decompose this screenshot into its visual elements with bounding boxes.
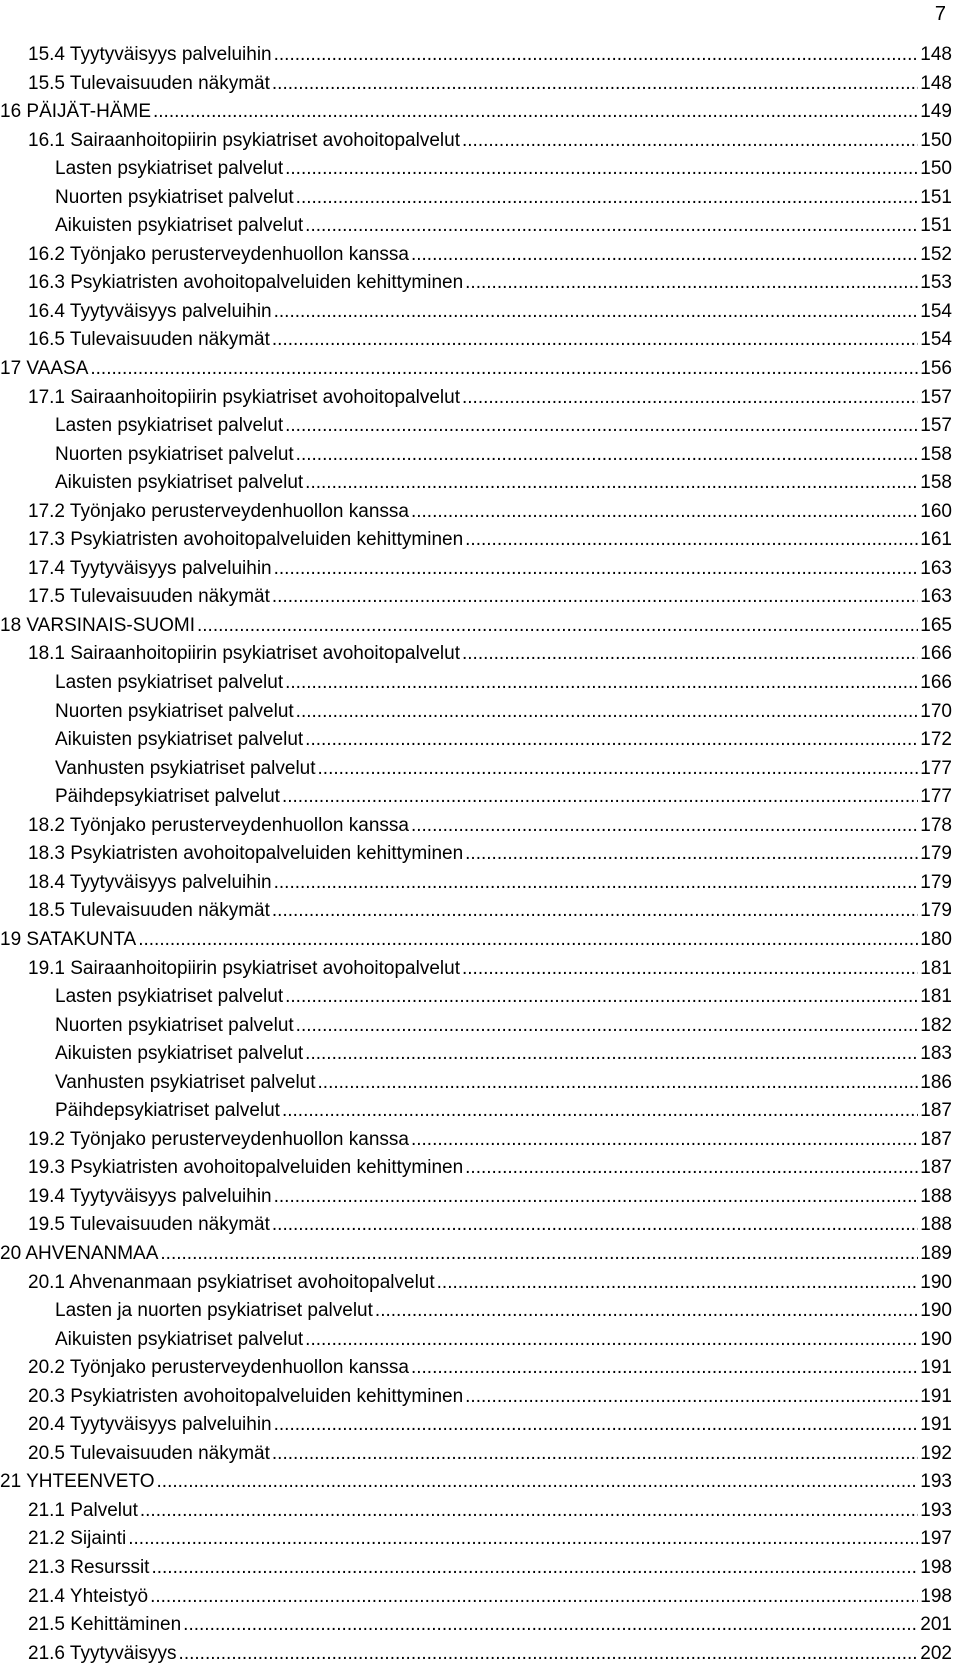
toc-entry-page: 193 bbox=[920, 1499, 952, 1521]
toc-entry[interactable] bbox=[0, 1012, 952, 1041]
toc-entry-page: 187 bbox=[920, 1157, 952, 1179]
toc-entry[interactable] bbox=[0, 1040, 952, 1069]
toc-entry[interactable] bbox=[0, 269, 952, 298]
toc-entry[interactable] bbox=[0, 1468, 952, 1497]
toc-entry-title: Vanhusten psykiatriset palvelut bbox=[55, 757, 316, 779]
toc-entry-page: 153 bbox=[920, 272, 952, 294]
toc-entry[interactable] bbox=[0, 1611, 952, 1640]
toc-entry-title: 17.3 Psykiatristen avohoitopalveluiden kehittyminen bbox=[28, 529, 464, 551]
toc-entry-page: 179 bbox=[920, 843, 952, 865]
toc-entry-title: Lasten psykiatriset palvelut bbox=[55, 672, 284, 694]
toc-entry-title: 18.2 Työnjako perusterveydenhuollon kanssa bbox=[28, 814, 409, 836]
toc-entry[interactable] bbox=[0, 726, 952, 755]
toc-entry[interactable] bbox=[0, 1583, 952, 1612]
toc-entry-page: 188 bbox=[920, 1214, 952, 1236]
toc-entry[interactable] bbox=[0, 1640, 952, 1669]
dot-leader bbox=[462, 640, 918, 669]
dot-leader bbox=[90, 355, 918, 384]
toc-entry-title: 19.1 Sairaanhoitopiirin psykiatriset avohoitopalvelut bbox=[28, 957, 460, 979]
dot-leader bbox=[285, 983, 918, 1012]
toc-entry-page: 181 bbox=[920, 957, 952, 979]
toc-entry-title: Lasten ja nuorten psykiatriset palvelut bbox=[55, 1300, 373, 1322]
dot-leader bbox=[274, 869, 919, 898]
toc-entry-page: 202 bbox=[920, 1642, 952, 1664]
toc-entry[interactable] bbox=[0, 412, 952, 441]
toc-entry-page: 201 bbox=[920, 1614, 952, 1636]
toc-entry-title: Vanhusten psykiatriset palvelut bbox=[55, 1071, 316, 1093]
toc-entry-page: 156 bbox=[920, 358, 952, 380]
toc-entry[interactable] bbox=[0, 526, 952, 555]
toc-entry-page: 160 bbox=[920, 500, 952, 522]
toc-entry-page: 148 bbox=[920, 72, 952, 94]
dot-leader bbox=[272, 1440, 918, 1469]
toc-entry-page: 198 bbox=[920, 1585, 952, 1607]
toc-entry-page: 154 bbox=[920, 329, 952, 351]
toc-entry[interactable] bbox=[0, 1440, 952, 1469]
dot-leader bbox=[285, 669, 918, 698]
toc-entry-page: 152 bbox=[920, 243, 952, 265]
dot-leader bbox=[305, 212, 918, 241]
toc-entry-page: 182 bbox=[920, 1014, 952, 1036]
toc-entry-title: Päihdepsykiatriset palvelut bbox=[55, 1100, 280, 1122]
toc-entry-page: 157 bbox=[920, 386, 952, 408]
toc-entry-page: 170 bbox=[920, 700, 952, 722]
dot-leader bbox=[274, 1183, 919, 1212]
toc-entry[interactable] bbox=[0, 1354, 952, 1383]
dot-leader bbox=[282, 783, 918, 812]
toc-entry-title: 17 VAASA bbox=[0, 358, 89, 380]
toc-entry-page: 163 bbox=[920, 586, 952, 608]
toc-entry-title: Lasten psykiatriset palvelut bbox=[55, 415, 284, 437]
toc-entry-page: 186 bbox=[920, 1071, 952, 1093]
toc-entry[interactable] bbox=[0, 1069, 952, 1098]
toc-entry[interactable] bbox=[0, 241, 952, 270]
toc-entry-page: 154 bbox=[920, 300, 952, 322]
toc-entry[interactable] bbox=[0, 70, 952, 99]
dot-leader bbox=[411, 498, 918, 527]
toc-entry[interactable] bbox=[0, 812, 952, 841]
toc-entry[interactable] bbox=[0, 840, 952, 869]
dot-leader bbox=[462, 127, 918, 156]
dot-leader bbox=[272, 897, 918, 926]
toc-entry-title: 19 SATAKUNTA bbox=[0, 928, 137, 950]
toc-entry-page: 158 bbox=[920, 472, 952, 494]
toc-entry-title: 17.5 Tulevaisuuden näkymät bbox=[28, 586, 270, 608]
toc-entry-page: 150 bbox=[920, 129, 952, 151]
toc-entry-title: 20.3 Psykiatristen avohoitopalveluiden kehittyminen bbox=[28, 1385, 464, 1407]
toc-entry[interactable] bbox=[0, 298, 952, 327]
dot-leader bbox=[296, 441, 919, 470]
toc-entry[interactable] bbox=[0, 926, 952, 955]
toc-entry-title: 21.6 Tyytyväisyys bbox=[28, 1642, 177, 1664]
toc-entry-page: 187 bbox=[920, 1100, 952, 1122]
toc-entry-title: Nuorten psykiatriset palvelut bbox=[55, 186, 294, 208]
toc-entry-title: 20 AHVENANMAA bbox=[0, 1242, 159, 1264]
dot-leader bbox=[318, 755, 919, 784]
toc-entry[interactable] bbox=[0, 184, 952, 213]
dot-leader bbox=[305, 1326, 918, 1355]
toc-entry[interactable] bbox=[0, 897, 952, 926]
dot-leader bbox=[437, 1269, 919, 1298]
toc-entry-page: 149 bbox=[920, 101, 952, 123]
toc-entry[interactable] bbox=[0, 1097, 952, 1126]
toc-entry[interactable] bbox=[0, 1326, 952, 1355]
dot-leader bbox=[285, 412, 918, 441]
toc-entry-title: 21.3 Resurssit bbox=[28, 1556, 150, 1578]
toc-entry-title: 21.2 Sijainti bbox=[28, 1528, 127, 1550]
dot-leader bbox=[375, 1297, 918, 1326]
toc-entry[interactable] bbox=[0, 755, 952, 784]
toc-entry-page: 177 bbox=[920, 757, 952, 779]
dot-leader bbox=[274, 41, 919, 70]
toc-entry-title: 17.1 Sairaanhoitopiirin psykiatriset avohoitopalvelut bbox=[28, 386, 460, 408]
toc-entry-title: Aikuisten psykiatriset palvelut bbox=[55, 215, 304, 237]
toc-entry-page: 191 bbox=[920, 1385, 952, 1407]
dot-leader bbox=[153, 98, 918, 127]
toc-entry[interactable] bbox=[0, 669, 952, 698]
toc-entry-title: Nuorten psykiatriset palvelut bbox=[55, 443, 294, 465]
toc-entry-title: 20.5 Tulevaisuuden näkymät bbox=[28, 1442, 270, 1464]
toc-entry-page: 158 bbox=[920, 443, 952, 465]
dot-leader bbox=[305, 1040, 918, 1069]
toc-entry-page: 177 bbox=[920, 786, 952, 808]
toc-entry-page: 190 bbox=[920, 1328, 952, 1350]
dot-leader bbox=[465, 1383, 918, 1412]
toc-entry-title: Nuorten psykiatriset palvelut bbox=[55, 700, 294, 722]
toc-entry[interactable] bbox=[0, 1240, 952, 1269]
toc-entry-title: Nuorten psykiatriset palvelut bbox=[55, 1014, 294, 1036]
toc-entry-title: Päihdepsykiatriset palvelut bbox=[55, 786, 280, 808]
dot-leader bbox=[462, 384, 918, 413]
toc-entry[interactable] bbox=[0, 583, 952, 612]
dot-leader bbox=[272, 70, 918, 99]
toc-entry-page: 150 bbox=[920, 158, 952, 180]
dot-leader bbox=[465, 840, 918, 869]
dot-leader bbox=[138, 926, 918, 955]
toc-entry-page: 151 bbox=[920, 215, 952, 237]
toc-entry-page: 180 bbox=[920, 928, 952, 950]
dot-leader bbox=[411, 1354, 918, 1383]
toc-entry-page: 192 bbox=[920, 1442, 952, 1464]
dot-leader bbox=[296, 698, 919, 727]
dot-leader bbox=[305, 469, 918, 498]
dot-leader bbox=[296, 1012, 919, 1041]
toc-entry[interactable] bbox=[0, 1183, 952, 1212]
toc-entry[interactable] bbox=[0, 640, 952, 669]
dot-leader bbox=[274, 555, 919, 584]
dot-leader bbox=[274, 298, 919, 327]
toc-entry-page: 151 bbox=[920, 186, 952, 208]
dot-leader bbox=[151, 1554, 918, 1583]
toc-entry[interactable] bbox=[0, 127, 952, 156]
toc-entry-title: Aikuisten psykiatriset palvelut bbox=[55, 472, 304, 494]
toc-entry-title: 21.4 Yhteistyö bbox=[28, 1585, 149, 1607]
toc-entry-title: 18.4 Tyytyväisyys palveluihin bbox=[28, 871, 272, 893]
toc-entry-page: 179 bbox=[920, 900, 952, 922]
toc-entry-title: Lasten psykiatriset palvelut bbox=[55, 158, 284, 180]
toc-entry-title: 21 YHTEENVETO bbox=[0, 1471, 155, 1493]
toc-entry-title: 17.4 Tyytyväisyys palveluihin bbox=[28, 557, 272, 579]
toc-entry-title: 16.3 Psykiatristen avohoitopalveluiden kehittyminen bbox=[28, 272, 464, 294]
toc-entry-page: 166 bbox=[920, 672, 952, 694]
dot-leader bbox=[305, 726, 918, 755]
toc-entry-page: 172 bbox=[920, 729, 952, 751]
toc-entry[interactable] bbox=[0, 555, 952, 584]
toc-entry-page: 190 bbox=[920, 1271, 952, 1293]
dot-leader bbox=[272, 326, 918, 355]
toc-entry-title: 20.2 Työnjako perusterveydenhuollon kanssa bbox=[28, 1357, 409, 1379]
toc-entry-title: Aikuisten psykiatriset palvelut bbox=[55, 1328, 304, 1350]
toc-entry-page: 198 bbox=[920, 1556, 952, 1578]
toc-entry[interactable] bbox=[0, 469, 952, 498]
toc-entry[interactable] bbox=[0, 1383, 952, 1412]
toc-entry-page: 183 bbox=[920, 1043, 952, 1065]
toc-entry[interactable] bbox=[0, 355, 952, 384]
toc-entry-title: 15.5 Tulevaisuuden näkymät bbox=[28, 72, 270, 94]
toc-entry-page: 193 bbox=[920, 1471, 952, 1493]
toc-entry-title: 20.1 Ahvenanmaan psykiatriset avohoitopalvelut bbox=[28, 1271, 435, 1293]
toc-entry-page: 188 bbox=[920, 1185, 952, 1207]
toc-entry-title: 18.5 Tulevaisuuden näkymät bbox=[28, 900, 270, 922]
toc-entry-page: 179 bbox=[920, 871, 952, 893]
toc-entry[interactable] bbox=[0, 98, 952, 127]
dot-leader bbox=[296, 184, 919, 213]
toc-entry-title: 16.1 Sairaanhoitopiirin psykiatriset avohoitopalvelut bbox=[28, 129, 460, 151]
dot-leader bbox=[272, 583, 918, 612]
toc-entry-title: 20.4 Tyytyväisyys palveluihin bbox=[28, 1414, 272, 1436]
toc-entry-title: 18 VARSINAIS-SUOMI bbox=[0, 614, 195, 636]
toc-entry[interactable] bbox=[0, 869, 952, 898]
toc-entry[interactable] bbox=[0, 698, 952, 727]
toc-entry-page: 165 bbox=[920, 614, 952, 636]
dot-leader bbox=[411, 1126, 918, 1155]
toc-entry-page: 163 bbox=[920, 557, 952, 579]
toc-entry-page: 148 bbox=[920, 44, 952, 65]
dot-leader bbox=[282, 1097, 918, 1126]
toc-entry-title: 21.5 Kehittäminen bbox=[28, 1614, 182, 1636]
toc-entry[interactable] bbox=[0, 155, 952, 184]
toc-entry-title: 18.3 Psykiatristen avohoitopalveluiden kehittyminen bbox=[28, 843, 464, 865]
toc-entry[interactable] bbox=[0, 384, 952, 413]
page-number: 7 bbox=[934, 3, 946, 25]
dot-leader bbox=[160, 1240, 918, 1269]
dot-leader bbox=[411, 241, 918, 270]
dot-leader bbox=[140, 1497, 918, 1526]
toc-entry[interactable] bbox=[0, 1211, 952, 1240]
dot-leader bbox=[465, 269, 918, 298]
toc-entry[interactable] bbox=[0, 955, 952, 984]
toc-entry[interactable] bbox=[0, 212, 952, 241]
toc-entry-title: 17.2 Työnjako perusterveydenhuollon kanssa bbox=[28, 500, 409, 522]
toc-entry[interactable] bbox=[0, 1525, 952, 1554]
toc-entry-title: 16 PÄIJÄT-HÄME bbox=[0, 101, 151, 123]
toc-entry[interactable] bbox=[0, 783, 952, 812]
dot-leader bbox=[462, 955, 918, 984]
table-of-contents bbox=[0, 41, 952, 1668]
dot-leader bbox=[465, 526, 918, 555]
dot-leader bbox=[272, 1211, 918, 1240]
toc-entry-page: 166 bbox=[920, 643, 952, 665]
toc-entry[interactable] bbox=[0, 1497, 952, 1526]
toc-entry-title: 21.1 Palvelut bbox=[28, 1499, 138, 1521]
toc-entry-page: 191 bbox=[920, 1414, 952, 1436]
dot-leader bbox=[318, 1069, 919, 1098]
toc-entry-page: 181 bbox=[920, 986, 952, 1008]
dot-leader bbox=[274, 1411, 919, 1440]
toc-entry[interactable] bbox=[0, 1411, 952, 1440]
toc-entry-page: 189 bbox=[920, 1242, 952, 1264]
toc-entry[interactable] bbox=[0, 612, 952, 641]
toc-entry[interactable] bbox=[0, 983, 952, 1012]
toc-entry-page: 157 bbox=[920, 415, 952, 437]
toc-entry-title: 18.1 Sairaanhoitopiirin psykiatriset avohoitopalvelut bbox=[28, 643, 460, 665]
toc-entry-title: 19.5 Tulevaisuuden näkymät bbox=[28, 1214, 270, 1236]
toc-entry[interactable] bbox=[0, 1154, 952, 1183]
toc-entry-title: 16.5 Tulevaisuuden näkymät bbox=[28, 329, 270, 351]
toc-entry-title: 19.3 Psykiatristen avohoitopalveluiden kehittyminen bbox=[28, 1157, 464, 1179]
toc-entry-title: 16.4 Tyytyväisyys palveluihin bbox=[28, 300, 272, 322]
toc-entry-page: 178 bbox=[920, 814, 952, 836]
dot-leader bbox=[465, 1154, 918, 1183]
dot-leader bbox=[157, 1468, 919, 1497]
dot-leader bbox=[197, 612, 918, 641]
toc-entry[interactable] bbox=[0, 326, 952, 355]
toc-entry-page: 187 bbox=[920, 1128, 952, 1150]
toc-entry-page: 190 bbox=[920, 1300, 952, 1322]
toc-entry[interactable] bbox=[0, 1269, 952, 1298]
toc-entry-title: 19.2 Työnjako perusterveydenhuollon kanssa bbox=[28, 1128, 409, 1150]
toc-entry[interactable] bbox=[0, 41, 952, 70]
dot-leader bbox=[128, 1525, 918, 1554]
toc-entry-title: Aikuisten psykiatriset palvelut bbox=[55, 729, 304, 751]
dot-leader bbox=[411, 812, 918, 841]
toc-entry[interactable] bbox=[0, 1126, 952, 1155]
toc-entry[interactable] bbox=[0, 1554, 952, 1583]
dot-leader bbox=[285, 155, 918, 184]
toc-entry-title: 19.4 Tyytyväisyys palveluihin bbox=[28, 1185, 272, 1207]
dot-leader bbox=[179, 1640, 919, 1669]
toc-entry[interactable] bbox=[0, 1297, 952, 1326]
toc-entry-title: Lasten psykiatriset palvelut bbox=[55, 986, 284, 1008]
toc-entry-title: 16.2 Työnjako perusterveydenhuollon kanssa bbox=[28, 243, 409, 265]
toc-entry-title: 15.4 Tyytyväisyys palveluihin bbox=[28, 44, 272, 65]
dot-leader bbox=[183, 1611, 918, 1640]
toc-entry-title: Aikuisten psykiatriset palvelut bbox=[55, 1043, 304, 1065]
toc-entry-page: 197 bbox=[920, 1528, 952, 1550]
toc-entry[interactable] bbox=[0, 498, 952, 527]
toc-entry-page: 161 bbox=[920, 529, 952, 551]
dot-leader bbox=[150, 1583, 918, 1612]
toc-entry-page: 191 bbox=[920, 1357, 952, 1379]
toc-entry[interactable] bbox=[0, 441, 952, 470]
